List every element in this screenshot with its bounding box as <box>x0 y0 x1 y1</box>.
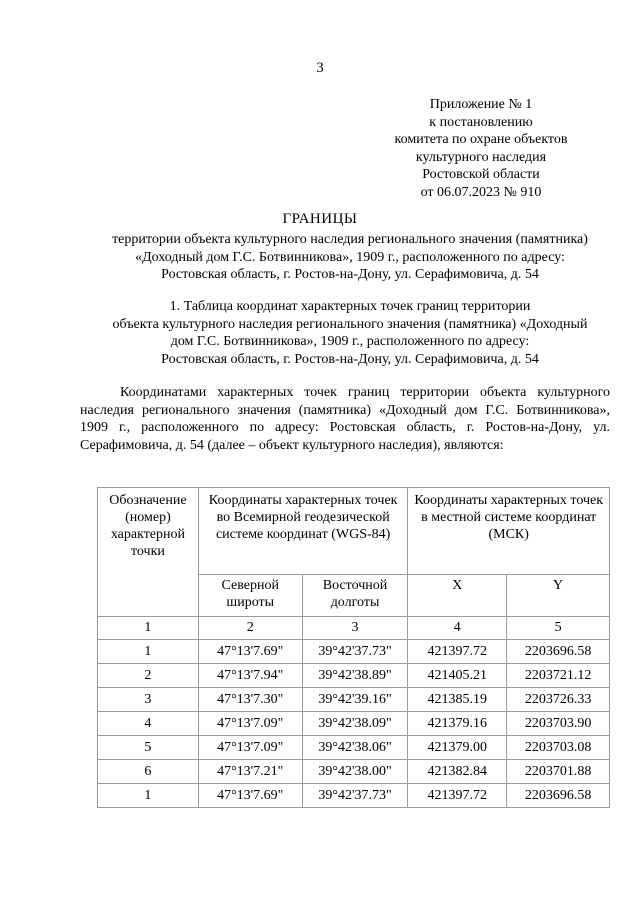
longitude-cell: 39°42'38.00" <box>302 760 408 784</box>
longitude-cell: 39°42'37.73" <box>302 640 408 664</box>
x-cell: 421397.72 <box>408 784 507 808</box>
subtitle-line: Ростовская область, г. Ростов-на-Дону, ул. Серафимовича, д. 54 <box>161 267 539 282</box>
x-cell: 421385.19 <box>408 688 507 712</box>
y-cell: 2203696.58 <box>507 640 610 664</box>
x-cell: 421379.00 <box>408 736 507 760</box>
annex-line: Ростовской области <box>422 167 540 182</box>
y-cell: 2203701.88 <box>507 760 610 784</box>
longitude-cell: 39°42'38.06" <box>302 736 408 760</box>
longitude-cell: 39°42'39.16" <box>302 688 408 712</box>
section-line: дом Г.С. Ботвинникова», 1909 г., расположенного по адресу: <box>170 334 530 349</box>
table-row <box>98 784 610 808</box>
section-line: Ростовская область, г. Ростов-на-Дону, ул. Серафимовича, д. 54 <box>161 351 539 367</box>
subtitle-line: территории объекта культурного наследия регионального значения (памятника) <box>112 232 588 247</box>
coordinates-table <box>97 487 610 808</box>
longitude-cell: 39°42'38.89" <box>302 664 408 688</box>
y-cell: 2203696.58 <box>507 784 610 808</box>
intro-paragraph: Координатами характерных точек границ территории объекта культурного наследия регионального значения (памятника) «Доходный дом Г.С. Ботвинникова», 1909 г., расположенного по адресу: Ростовская область, г. Ростов-на-Дону, ул. Серафимовича, д. 54 (далее – объект культурного наследия), являются: <box>80 385 610 453</box>
column-number: 2 <box>198 617 302 640</box>
subtitle-line: «Доходный дом Г.С. Ботвинникова», 1909 г., расположенного по адресу: <box>135 249 565 265</box>
latitude-cell: 47°13'7.94" <box>198 664 302 688</box>
point-number: 4 <box>98 712 199 736</box>
table-row <box>98 688 610 712</box>
x-cell: 421405.21 <box>408 664 507 688</box>
point-number: 1 <box>98 640 199 664</box>
column-number: 5 <box>507 617 610 640</box>
y-cell: 2203703.90 <box>507 712 610 736</box>
header-designation: Обозначение (номер) характерной точки <box>98 488 199 617</box>
annex-line: от 06.07.2023 № 910 <box>420 184 542 200</box>
y-cell: 2203703.08 <box>507 736 610 760</box>
longitude-cell: 39°42'38.09" <box>302 712 408 736</box>
annex-line: комитета по охране объектов <box>394 132 568 147</box>
latitude-cell: 47°13'7.21" <box>198 760 302 784</box>
point-number: 6 <box>98 760 199 784</box>
column-number: 3 <box>302 617 408 640</box>
annex-line: к постановлению <box>429 114 533 130</box>
column-number-row <box>98 617 610 640</box>
latitude-cell: 47°13'7.09" <box>198 736 302 760</box>
y-cell: 2203721.12 <box>507 664 610 688</box>
latitude-cell: 47°13'7.30" <box>198 688 302 712</box>
header-x: X <box>408 575 507 617</box>
table-row <box>98 640 610 664</box>
point-number: 5 <box>98 736 199 760</box>
x-cell: 421379.16 <box>408 712 507 736</box>
longitude-cell: 39°42'37.73" <box>302 784 408 808</box>
latitude-cell: 47°13'7.69" <box>198 640 302 664</box>
header-east-longitude: Восточной долготы <box>302 575 408 617</box>
table-row <box>98 760 610 784</box>
latitude-cell: 47°13'7.09" <box>198 712 302 736</box>
point-number: 2 <box>98 664 199 688</box>
table-row <box>98 736 610 760</box>
header-msk: Координаты характерных точек в местной системе координат (МСК) <box>408 488 610 575</box>
section-line: 1. Таблица координат характерных точек границ территории <box>169 299 531 314</box>
annex-block <box>366 96 596 201</box>
table-header-row <box>98 488 610 575</box>
table-row <box>98 664 610 688</box>
latitude-cell: 47°13'7.69" <box>198 784 302 808</box>
header-north-latitude: Северной широты <box>198 575 302 617</box>
annex-line: культурного наследия <box>415 149 547 165</box>
document-subtitle <box>80 231 620 284</box>
section-line: объекта культурного наследия регионального значения (памятника) «Доходный <box>112 316 588 332</box>
point-number: 1 <box>98 784 199 808</box>
document-title: ГРАНИЦЫ <box>282 211 358 227</box>
header-wgs84: Координаты характерных точек во Всемирной геодезической системе координат (WGS-84) <box>198 488 408 575</box>
column-number: 1 <box>98 617 199 640</box>
table-row <box>98 712 610 736</box>
y-cell: 2203726.33 <box>507 688 610 712</box>
page-number: 3 <box>316 60 324 76</box>
point-number: 3 <box>98 688 199 712</box>
column-number: 4 <box>408 617 507 640</box>
x-cell: 421397.72 <box>408 640 507 664</box>
section-heading <box>80 298 620 368</box>
annex-line: Приложение № 1 <box>429 97 533 112</box>
header-y: Y <box>507 575 610 617</box>
x-cell: 421382.84 <box>408 760 507 784</box>
